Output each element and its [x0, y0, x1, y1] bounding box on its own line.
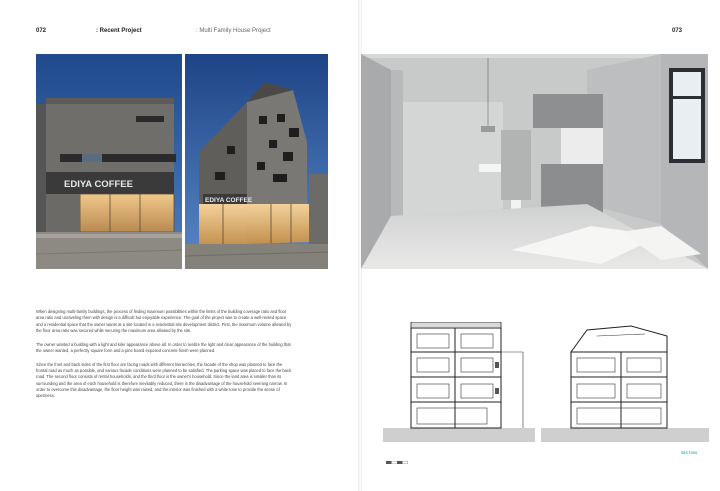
project-description [36, 309, 292, 407]
project-title: : Multi Family House Project [196, 28, 271, 34]
description-paragraph: Since the front and back sides of the first floor are facing roads with different hierarchies, the facade of the shop was planned to face the frontal road as much as possible, and various facade conditions were planned to be satisfied. The parking space was placed to face the back road. The second floor consists of rental households, and the third floor is the owner's household. Since the land area is smaller than its surrounding and the area of each household is therefore inevitably reduced, there is the disadvantage of the household seeming narrow. In order to overcome this disadvantage, the floor height was raised, and the interior was finished with a white tone to provide the sense of openness. [36, 361, 292, 399]
facade-corner-signage: EDIYA COFFEE [205, 197, 253, 204]
drawing-caption-tag: SECTION [681, 451, 697, 455]
left-page-number: 072 [36, 28, 47, 34]
facade-front-photo [36, 54, 182, 269]
section-drawing-a [383, 322, 535, 444]
description-paragraph: When designing multi-family buildings, the process of finding maximum possibilities within the limits of the building coverage ratio and floor area ratio and unraveling them with design is a difficult but enjoyable experience. The goal of the project was to create a well-rented space and a residential space that the owner wants at a site located in a residential site development district. First, the maximum volume allowed by the floor area ratio was secured while securing the maximum area allowed by the site. [36, 309, 292, 333]
right-page-number: 073 [672, 28, 683, 34]
section-drawing-b [541, 322, 709, 444]
description-paragraph: The owner wanted a building with a light and kiler appearance above all. In order to realize the light and clear appearance of the building that the owner wanted, a perfectly square form and a pine board exposed concrete finish were planned. [36, 341, 291, 353]
facade-corner-photo [185, 54, 328, 269]
section-title: : Recent Project [96, 28, 142, 34]
interior-kitchen-photo [361, 54, 708, 269]
scale-bar [386, 451, 408, 454]
facade-front-signage: EDIYA COFFEE [64, 179, 133, 190]
